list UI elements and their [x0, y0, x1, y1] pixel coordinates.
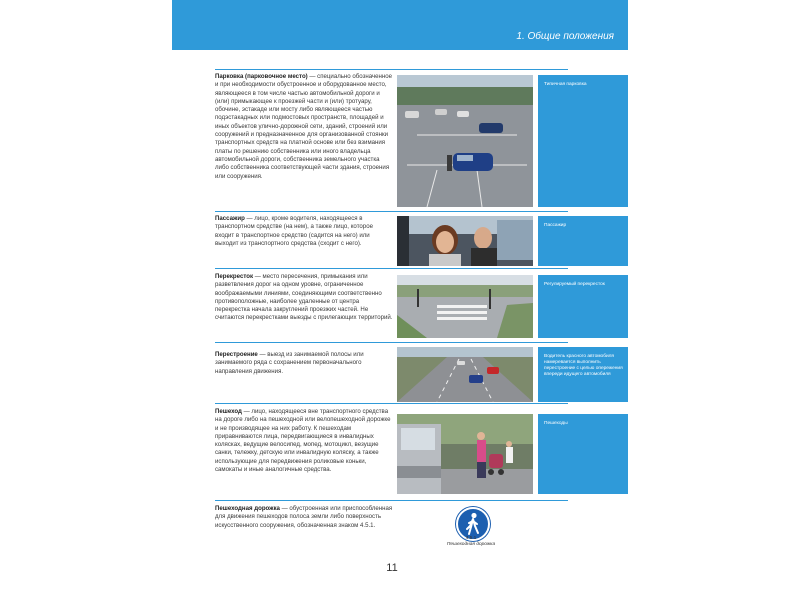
definition-pedestrian: [215, 408, 393, 474]
caption-passenger: [538, 216, 628, 266]
photo-lane-change: [397, 347, 533, 402]
caption-parking: [538, 75, 628, 207]
caption-text: Пешеходы: [544, 421, 568, 426]
photo-parking: [397, 75, 533, 207]
term: Перестроение: [215, 351, 258, 358]
photo-intersection: [397, 275, 533, 338]
photo-pedestrian: [397, 414, 533, 494]
separator: [215, 403, 568, 404]
definition-text: — обустроенная или приспособленная для движения пешеходов полоса земли либо поверхность искусственного сооружения, обозначенная знаком 4.5.1.: [215, 505, 393, 529]
definition-text: — выезд из занимаемой полосы или занимаемого ряда с сохранением первоначального направления движения.: [215, 351, 364, 375]
definition-parking: [215, 73, 393, 181]
definition-intersection: [215, 273, 393, 323]
pedestrian-icon: [458, 509, 488, 539]
definition-text: — лицо, находящееся вне транспортного средства на дороге либо на пешеходной или велопешеходной дорожке и не производящее на них работу. К пешеходам приравниваются лица, передвигающиеся в инвалидных колясках, ведущие велосипед, мопед, мотоцикл, везущие санки, тележку, детскую или инвалидную коляску, а также использующие для передвижения роликовые коньки, самокаты и иные аналогичные средства.: [215, 408, 391, 474]
caption-intersection: [538, 275, 628, 338]
definition-text: — специально обозначенное и при необходимости обустроенное и оборудованное место, являющееся в том числе частью автомобильной дороги и (или) примыкающее к проезжей части и (или) тротуару, обочине, эстакаде или мосту либо являющееся частью подэстакадных или подмостовых пространств, площадей и иных объектов улично-дорожной сети, зданий, строений или сооружений и предназначенное для организованной стоянки транспортных средств на платной основе или без взимания платы по решению собственника или иного владельца автомобильной дороги, собственника земельного участка либо собственника соответствующей части здания, строения или сооружения.: [215, 73, 393, 180]
caption-text: Водитель красного автомобиля намеревается выполнить перестроение с целью опережения впереди идущего автомобиля: [544, 354, 623, 377]
caption-lane-change: [538, 347, 628, 402]
separator: [215, 69, 568, 70]
definition-lane-change: [215, 351, 393, 376]
section-title: 1. Общие положения: [516, 31, 614, 42]
photo-passenger: [397, 216, 533, 266]
separator: [215, 268, 568, 269]
page-header: [172, 0, 628, 50]
term: Пешеход: [215, 408, 242, 415]
definition-text: — лицо, кроме водителя, находящееся в транспортном средстве (на нем), а также лицо, которое входит в транспортное средство (садится на него) или выходит из транспортного средства (сходит с него).: [215, 215, 373, 247]
term: Пассажир: [215, 215, 245, 222]
sign-name: Пешеходная дорожка: [446, 542, 496, 547]
caption-text: Пассажир: [544, 223, 567, 228]
caption-text: Регулируемый перекресток: [544, 282, 605, 287]
caption-text: Типичная парковка: [544, 82, 587, 87]
definition-passenger: [215, 215, 393, 248]
sign-code: 4.5.1: [465, 536, 477, 541]
term: Парковка (парковочное место): [215, 73, 308, 80]
separator: [215, 500, 568, 501]
caption-pedestrian: [538, 414, 628, 494]
separator: [215, 211, 568, 212]
page-number: 11: [386, 562, 398, 574]
term: Пешеходная дорожка: [215, 505, 280, 512]
separator: [215, 342, 568, 343]
definition-text: — место пересечения, примыкания или разветвления дорог на одном уровне, ограниченное воображаемыми линиями, соединяющими соответственно противоположные, наиболее удаленные от центра перекрестка начала закруглений проезжих частей. Не считаются перекрестками выезды с прилегающих территорий.: [215, 273, 393, 322]
definition-footpath: [215, 505, 393, 530]
term: Перекресток: [215, 273, 254, 280]
